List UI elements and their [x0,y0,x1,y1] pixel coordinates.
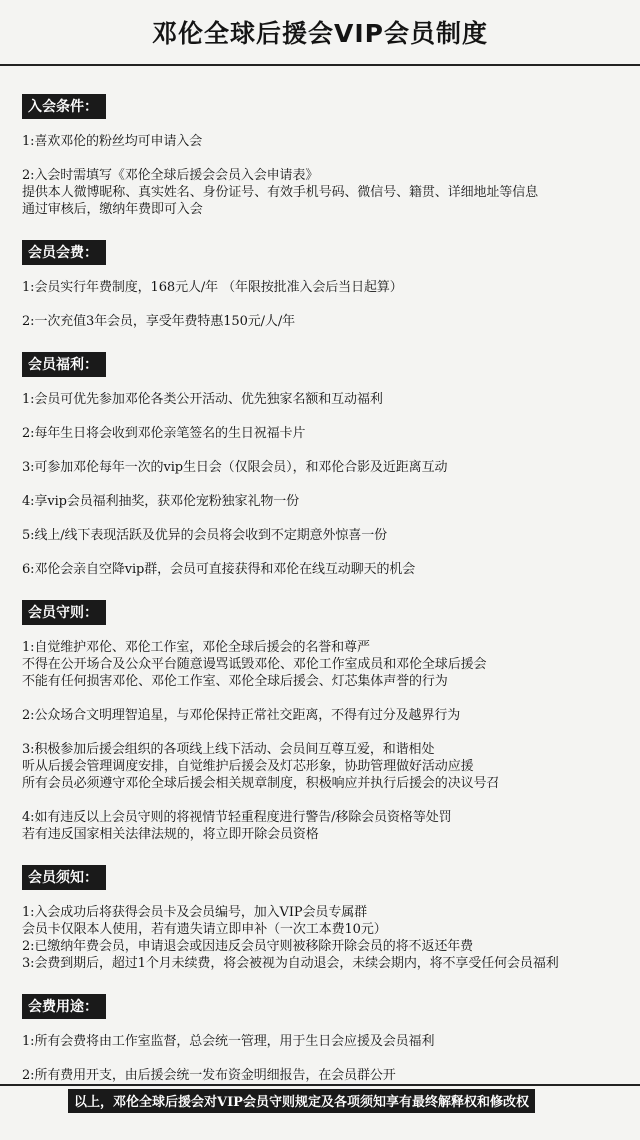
item-text: 若有违反国家相关法律法规的，将立即开除会员资格 [22,827,319,842]
item-text: 1:所有会费将由工作室监督，总会统一管理，用于生日会应援及会员福利 [22,1034,435,1049]
section-heading: 会费用途： [22,994,106,1019]
item-text: 2:入会时需填写《邓伦全球后援会会员入会申请表》 [22,168,319,183]
footer-note: 以上，邓伦全球后援会对VIP会员守则规定及各项须知享有最终解释权和修改权 [68,1089,535,1113]
section-heading: 入会条件： [22,94,106,119]
item-text: 3:积极参加后援会组织的各项线上线下活动、会员间互尊互爱，和谐相处 [22,742,435,757]
item-text: 1:入会成功后将获得会员卡及会员编号，加入VIP会员专属群 [22,905,368,920]
item-text: 4:享vip会员福利抽奖，获邓伦宠粉独家礼物一份 [22,494,300,509]
list-item [22,133,620,150]
item-text: 2:所有费用开支，由后援会统一发布资金明细报告，在会员群公开 [22,1068,396,1083]
list-item [22,904,620,972]
page-title: 邓伦全球后援会VIP会员制度 [152,19,488,48]
item-text: 1:喜欢邓伦的粉丝均可申请入会 [22,134,203,149]
list-item [22,707,620,724]
item-text: 提供本人微博昵称、真实姓名、身份证号、有效手机号码、微信号、籍贯、详细地址等信息 [22,185,539,200]
section-heading: 会员须知： [22,865,106,890]
item-text: 2:公众场合文明理智追星，与邓伦保持正常社交距离，不得有过分及越界行为 [22,708,461,723]
item-text: 听从后援会管理调度安排，自觉维护后援会及灯芯形象，协助管理做好活动应援 [22,759,474,774]
item-text: 2:已缴纳年费会员，申请退会或因违反会员守则被移除开除会员的将不返还年费 [22,939,474,954]
list-item [22,1067,620,1084]
list-item [22,391,620,408]
list-item [22,639,620,690]
list-item [22,459,620,476]
section [22,600,620,843]
section [22,240,620,330]
item-text: 所有会员必须遵守邓伦全球后援会相关规章制度，积极响应并执行后援会的决议号召 [22,776,500,791]
item-text: 6:邓伦会亲自空降vip群，会员可直接获得和邓伦在线互动聊天的机会 [22,562,416,577]
section-heading: 会员福利： [22,352,106,377]
list-item [22,313,620,330]
footer [0,1084,640,1140]
item-text: 2:每年生日将会收到邓伦亲笔签名的生日祝福卡片 [22,426,306,441]
list-item [22,1033,620,1050]
item-text: 3:会费到期后，超过1个月未续费，将会被视为自动退会，未续会期内，将不享受任何会员福利 [22,956,559,971]
section [22,994,620,1084]
list-item [22,425,620,442]
list-item [22,167,620,218]
section [22,352,620,578]
item-text: 3:可参加邓伦每年一次的vip生日会（仅限会员），和邓伦合影及近距离互动 [22,460,448,475]
list-item [22,741,620,792]
item-text: 不得在公开场合及公众平台随意谩骂诋毁邓伦、邓伦工作室成员和邓伦全球后援会 [22,657,487,672]
section [22,94,620,218]
section [22,865,620,972]
section-heading: 会员守则： [22,600,106,625]
page-header [0,0,640,66]
list-item [22,279,620,296]
item-text: 4:如有违反以上会员守则的将视情节轻重程度进行警告/移除会员资格等处罚 [22,810,452,825]
item-text: 不能有任何损害邓伦、邓伦工作室、邓伦全球后援会、灯芯集体声誉的行为 [22,674,448,689]
list-item [22,809,620,843]
item-text: 会员卡仅限本人使用，若有遗失请立即申补（一次工本费10元） [22,922,387,937]
item-text: 通过审核后，缴纳年费即可入会 [22,202,203,217]
item-text: 1:会员可优先参加邓伦各类公开活动、优先独家名额和互动福利 [22,392,383,407]
section-heading: 会员会费： [22,240,106,265]
list-item [22,493,620,510]
list-item [22,561,620,578]
item-text: 2:一次充值3年会员，享受年费特惠150元/人/年 [22,314,295,329]
item-text: 5:线上/线下表现活跃及优异的会员将会收到不定期意外惊喜一份 [22,528,388,543]
item-text: 1:会员实行年费制度，168元人/年 （年限按批准入会后当日起算） [22,280,403,295]
list-item [22,527,620,544]
item-text: 1:自觉维护邓伦、邓伦工作室，邓伦全球后援会的名誉和尊严 [22,640,370,655]
document-body [0,66,640,1084]
